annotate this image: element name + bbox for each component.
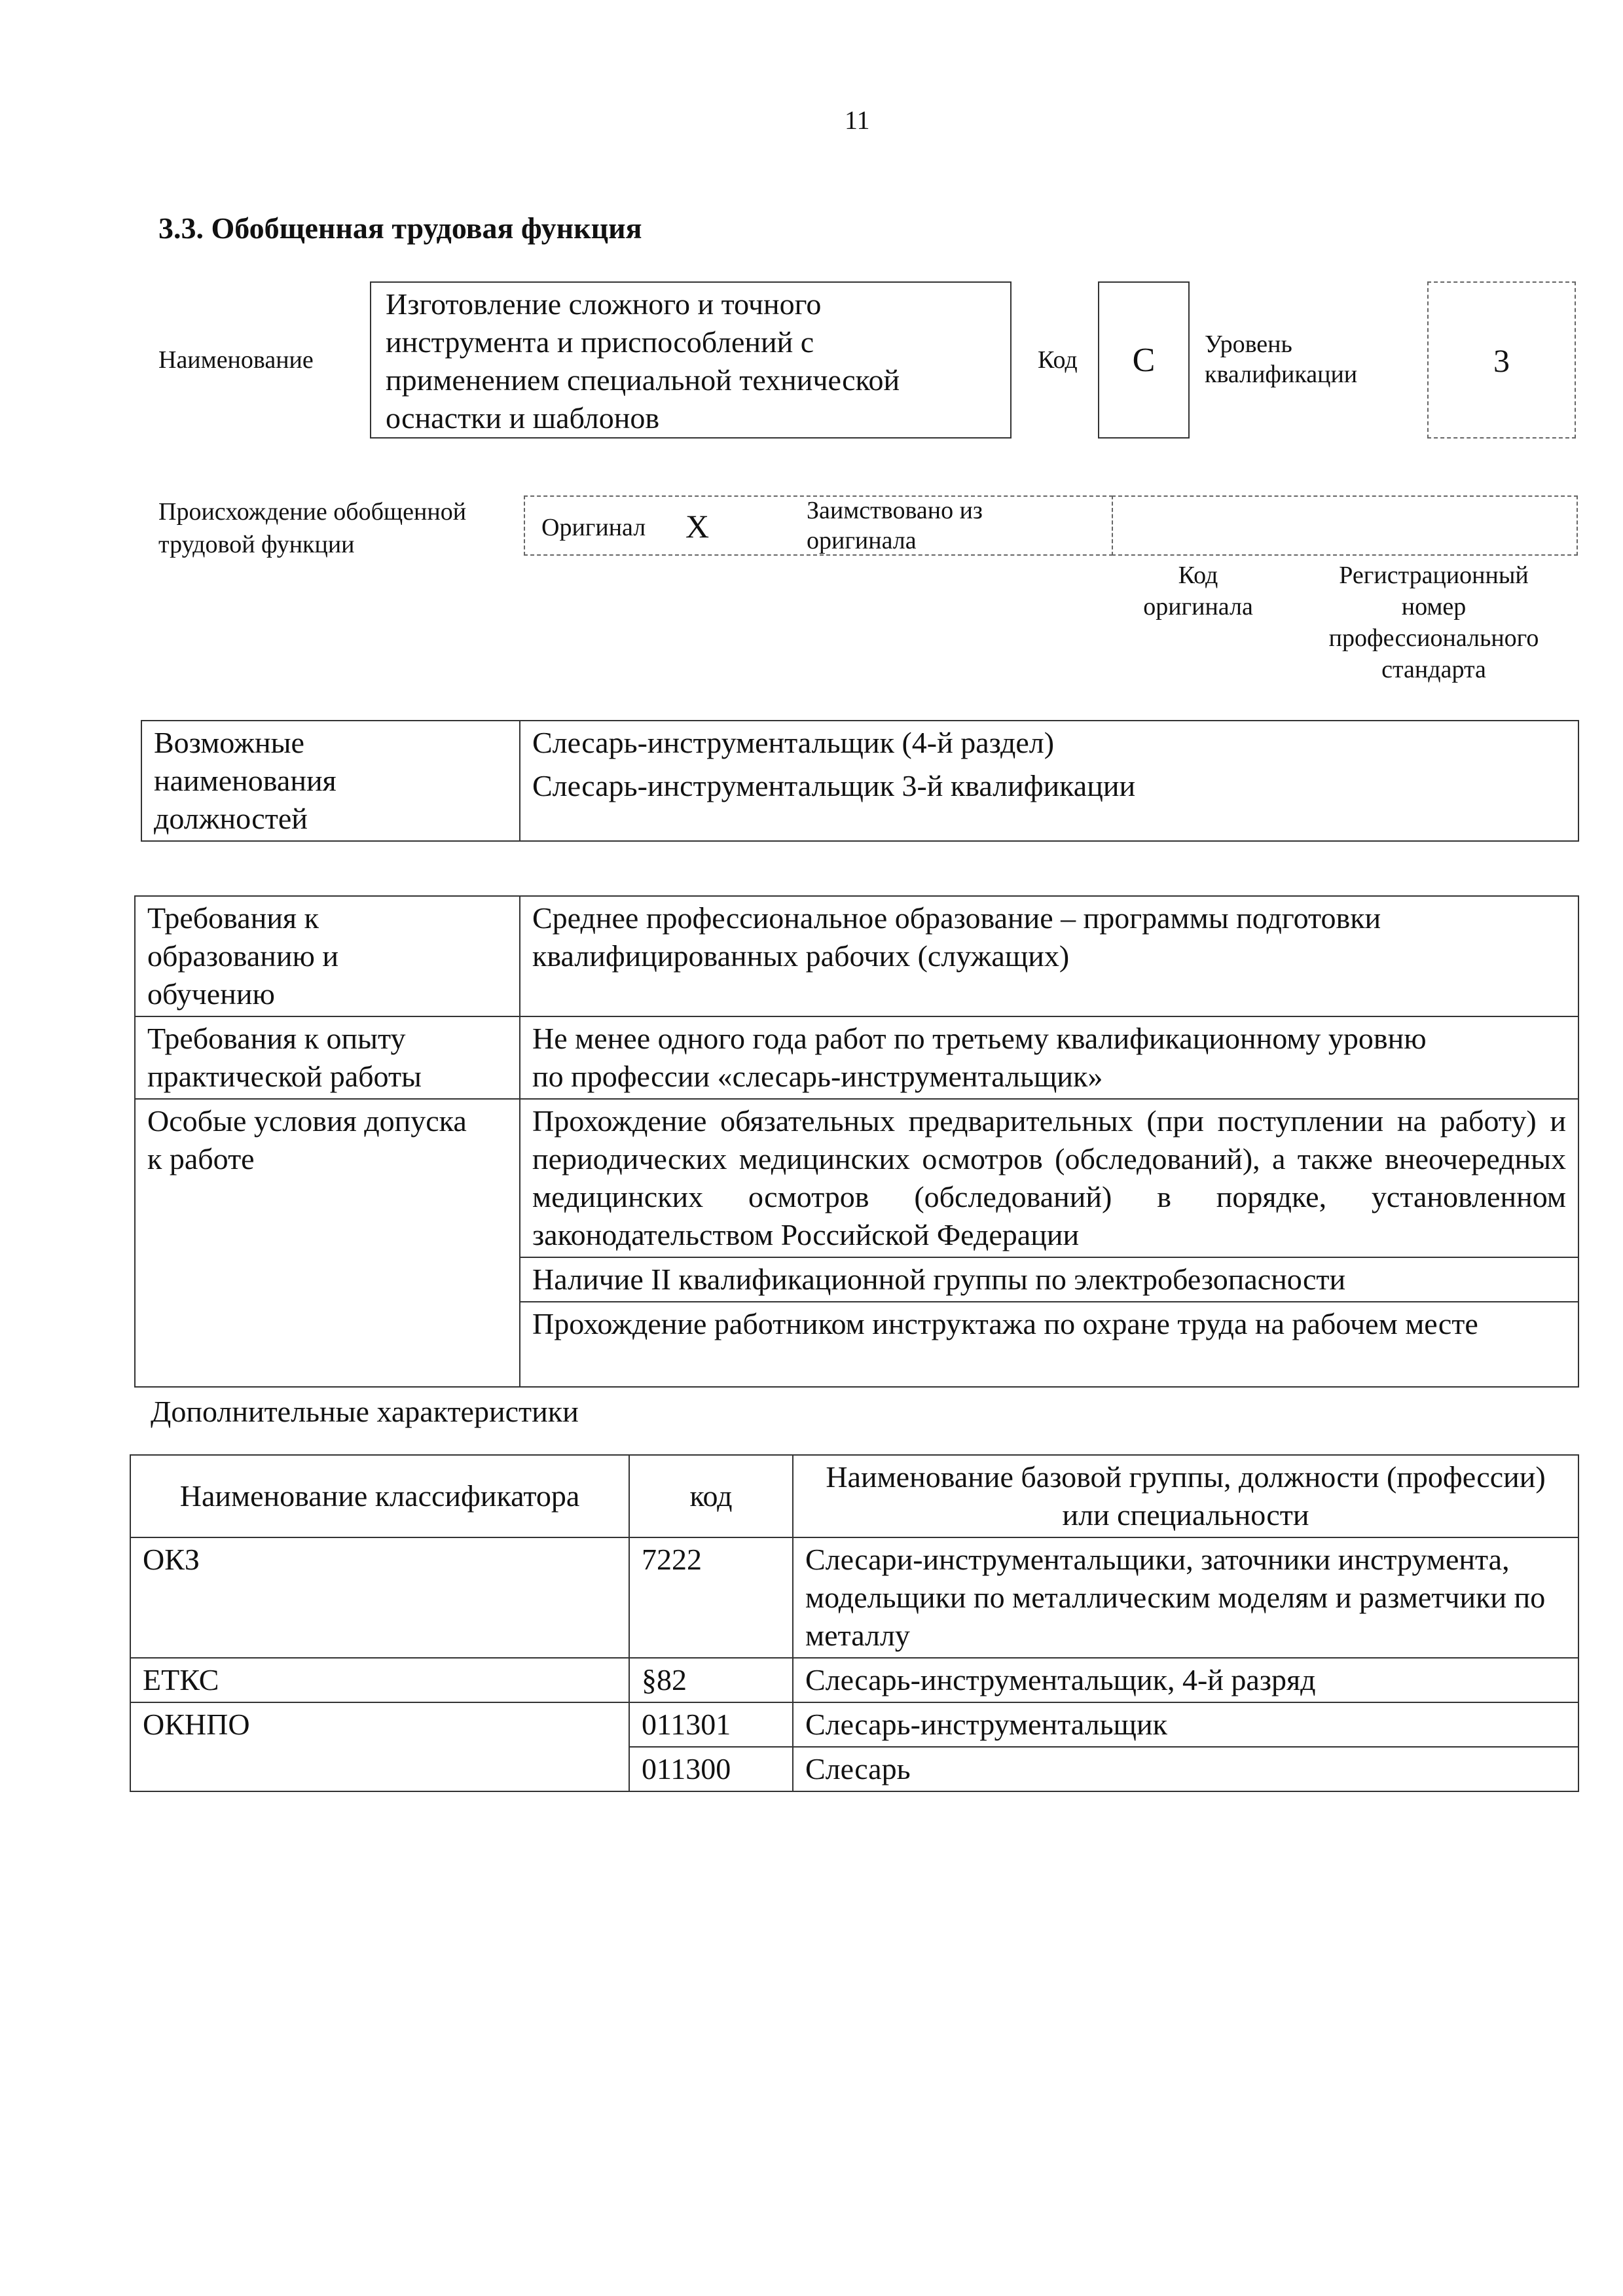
name-cell: Слесарь-инструментальщик, 4-й разряд [793, 1658, 1578, 1702]
experience-label-line: практической работы [147, 1060, 422, 1093]
education-label [135, 896, 520, 1016]
education-value-line: квалифицированных рабочих (служащих) [532, 939, 1070, 973]
table-row [130, 1658, 1578, 1702]
positions-label-line: должностей [154, 802, 308, 835]
experience-value-line: Не менее одного года работ по третьему квалификационному уровню [532, 1022, 1427, 1055]
level-label-line: Уровень [1205, 331, 1292, 358]
special-label [135, 1099, 520, 1387]
positions-row [141, 721, 1578, 841]
code-caption [1113, 560, 1283, 622]
experience-label [135, 1016, 520, 1099]
page-number: 11 [845, 105, 870, 135]
function-name-line: применением специальной технической [386, 363, 900, 397]
education-row [135, 896, 1578, 1016]
level-label [1205, 329, 1357, 389]
additional-header-row [130, 1455, 1578, 1537]
additional-table [130, 1454, 1579, 1792]
name-label: Наименование [158, 346, 314, 374]
header-name: Наименование базовой группы, должности (профессии) или специальности [793, 1455, 1578, 1537]
special-value: Прохождение обязательных предварительных (при поступлении на работу) и периодических медицинских осмотров (обследований), а также внеочередных медицинских осмотров (обследований) в порядке, установленном законодательством Российской Федерации [520, 1099, 1578, 1257]
original-mark: X [685, 508, 710, 545]
experience-label-line: Требования к опыту [147, 1022, 406, 1055]
borrowed-label [807, 495, 983, 556]
reg-caption-line: номер [1401, 593, 1467, 620]
header-classifier: Наименование классификатора [130, 1455, 629, 1537]
origin-box [524, 495, 1113, 556]
positions-label-line: наименования [154, 764, 337, 797]
special-label-line: к работе [147, 1142, 255, 1175]
experience-value [520, 1016, 1578, 1099]
education-value [520, 896, 1578, 1016]
code-cell: §82 [629, 1658, 793, 1702]
code-caption-line: Код [1178, 562, 1218, 589]
header-code: код [629, 1455, 793, 1537]
code-caption-line: оригинала [1143, 593, 1253, 620]
experience-value-line: по профессии «слесарь-инструментальщик» [532, 1060, 1103, 1093]
level-box [1427, 281, 1576, 439]
reg-caption-line: стандарта [1381, 656, 1486, 683]
origin-label [158, 495, 466, 561]
code-value: C [1132, 342, 1156, 379]
origin-label-line: Происхождение обобщенной [158, 498, 467, 526]
code-box [1098, 281, 1190, 439]
origin-label-line: трудовой функции [158, 531, 355, 558]
origin-code-box [1112, 495, 1578, 556]
code-cell: 7222 [629, 1537, 793, 1658]
positions-values [520, 721, 1578, 841]
code-cell: 011300 [629, 1747, 793, 1791]
table-row [130, 1702, 1578, 1747]
special-value: Наличие II квалификационной группы по электробезопасности [520, 1257, 1578, 1302]
reg-caption-line: Регистрационный [1339, 562, 1529, 589]
education-label-line: образованию и [147, 939, 338, 973]
education-value-line: Среднее профессиональное образование – программы подготовки [532, 901, 1381, 935]
function-name-line: инструмента и приспособлений с [386, 325, 814, 359]
table-row [130, 1537, 1578, 1658]
level-label-line: квалификации [1205, 361, 1358, 388]
level-value: 3 [1493, 342, 1510, 379]
original-label: Оригинал [541, 514, 646, 541]
name-cell: Слесари-инструментальщики, заточники инструмента, модельщики по металлическим моделям и разметчики по металлу [793, 1537, 1578, 1658]
code-cell: 011301 [629, 1702, 793, 1747]
name-cell: Слесарь-инструментальщик [793, 1702, 1578, 1747]
position-title: Слесарь-инструментальщик (4-й раздел) [532, 726, 1055, 759]
reg-caption-line: профессионального [1328, 624, 1539, 652]
education-label-line: обучению [147, 977, 275, 1011]
special-label-line: Особые условия допуска [147, 1104, 467, 1138]
classifier-cell: ЕТКС [130, 1658, 629, 1702]
section-heading: 3.3. Обобщенная трудовая функция [158, 211, 642, 245]
position-title: Слесарь-инструментальщик 3-й квалификации [532, 769, 1136, 802]
borrowed-label-line: Заимствовано из [807, 497, 983, 524]
positions-label-line: Возможные [154, 726, 304, 759]
classifier-cell: ОКЗ [130, 1537, 629, 1658]
function-name-line: оснастки и шаблонов [386, 401, 660, 435]
positions-label [141, 721, 520, 841]
special-row [135, 1099, 1578, 1257]
function-name-box [370, 281, 1012, 439]
borrowed-label-line: оригинала [807, 527, 917, 554]
education-label-line: Требования к [147, 901, 319, 935]
special-value: Прохождение работником инструктажа по охране труда на рабочем месте [520, 1302, 1578, 1387]
function-name-line: Изготовление сложного и точного [386, 287, 822, 321]
reg-caption [1290, 560, 1578, 685]
classifier-cell: ОКНПО [130, 1702, 629, 1791]
requirements-table [134, 895, 1579, 1388]
code-label: Код [1038, 346, 1078, 374]
positions-table [141, 720, 1579, 842]
additional-title: Дополнительные характеристики [151, 1395, 579, 1428]
experience-row [135, 1016, 1578, 1099]
name-cell: Слесарь [793, 1747, 1578, 1791]
